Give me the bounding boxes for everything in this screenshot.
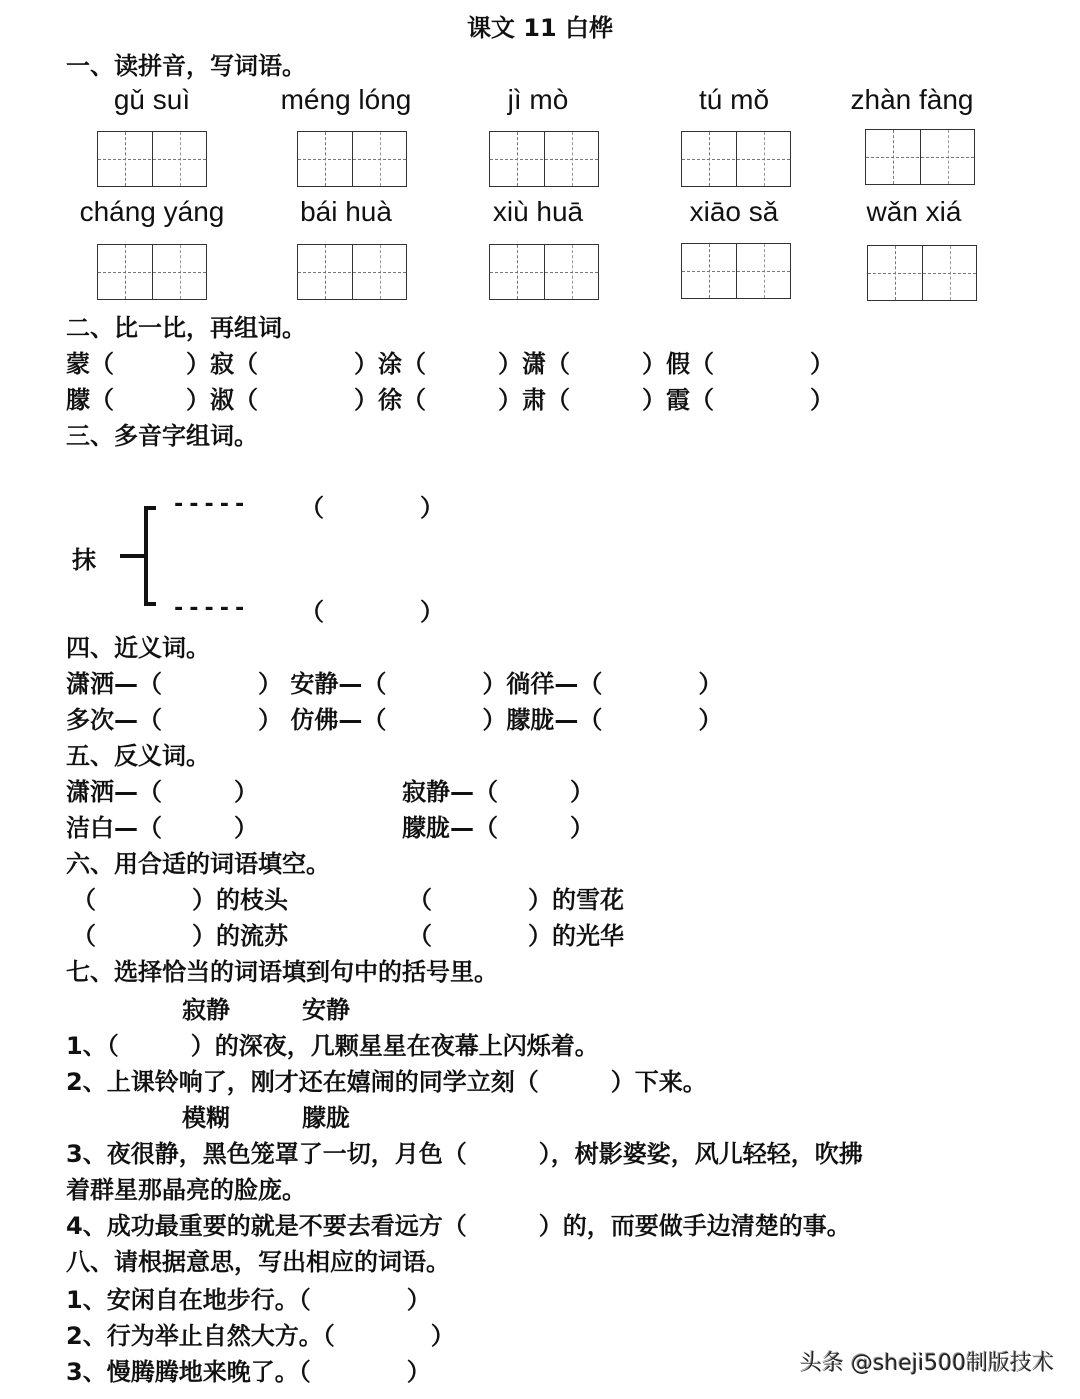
section-4-heading: 四、近义词。	[66, 634, 210, 662]
pinyin-2: méng lóng	[280, 84, 412, 115]
synonym-row-2[interactable]: 多次—（ ） 仿佛—（ ）朦胧—（ ）	[66, 706, 723, 734]
fill-1[interactable]: （ ）的枝头	[72, 886, 288, 914]
writing-grid[interactable]	[489, 131, 599, 187]
writing-grid[interactable]	[681, 131, 791, 187]
writing-grid[interactable]	[297, 244, 407, 300]
antonym-4[interactable]: 朦胧—（ ）	[402, 814, 594, 842]
compare-row-2[interactable]: 朦（ ）淑（ ）徐（ ）肃（ ）霞（ ）	[66, 386, 834, 414]
pinyin-8: xiù huā	[492, 196, 584, 227]
pinyin-3: jì mò	[507, 84, 569, 115]
pinyin-1: gǔ suì	[113, 84, 191, 115]
pinyin-9: xiāo sǎ	[689, 196, 779, 227]
fill-3[interactable]: （ ）的流苏	[72, 922, 288, 950]
polyphone-char: 抹	[72, 546, 96, 574]
writing-grid[interactable]	[297, 131, 407, 187]
word-choices-1: 寂静 安静	[182, 996, 350, 1024]
antonym-2[interactable]: 寂静—（ ）	[402, 778, 594, 806]
pinyin-10: wǎn xiá	[866, 196, 962, 227]
word-choices-2: 模糊 朦胧	[182, 1104, 350, 1132]
sentence-4[interactable]: 4、成功最重要的就是不要去看远方（ ）的，而要做手边清楚的事。	[66, 1212, 851, 1240]
section-7-heading: 七、选择恰当的词语填到句中的括号里。	[66, 958, 498, 986]
meaning-3[interactable]: 3、慢腾腾地来晚了。（ ）	[66, 1358, 431, 1386]
watermark: 头条 @sheji500制版技术	[799, 1351, 1054, 1376]
pinyin-5: zhàn fàng	[850, 84, 974, 115]
compare-row-1[interactable]: 蒙（ ）寂（ ）涂（ ）潇（ ）假（ ）	[66, 350, 834, 378]
writing-grid[interactable]	[681, 243, 791, 299]
bracket-stem	[120, 554, 146, 558]
fill-2[interactable]: （ ）的雪花	[408, 886, 624, 914]
page-title: 课文 11 白桦	[466, 14, 614, 42]
writing-grid[interactable]	[97, 244, 207, 300]
pinyin-blank-bottom[interactable]: -----	[172, 596, 249, 621]
pinyin-7: bái huà	[300, 196, 392, 227]
synonym-row-1[interactable]: 潇洒—（ ） 安静—（ ）徜徉—（ ）	[66, 670, 723, 698]
section-1-heading: 一、读拼音，写词语。	[66, 52, 306, 80]
section-8-heading: 八、请根据意思，写出相应的词语。	[66, 1248, 450, 1276]
writing-grid[interactable]	[867, 245, 977, 301]
fill-4[interactable]: （ ）的光华	[408, 922, 624, 950]
meaning-1[interactable]: 1、安闲自在地步行。（ ）	[66, 1286, 431, 1314]
pinyin-blank-top[interactable]: -----	[172, 492, 249, 517]
writing-grid[interactable]	[97, 131, 207, 187]
sentence-3[interactable]: 3、夜很静，黑色笼罩了一切，月色（ ），树影婆娑，风儿轻轻，吹拂	[66, 1140, 863, 1168]
antonym-1[interactable]: 潇洒—（ ）	[66, 778, 258, 806]
antonym-3[interactable]: 洁白—（ ）	[66, 814, 258, 842]
meaning-2[interactable]: 2、行为举止自然大方。（ ）	[66, 1322, 455, 1350]
writing-grid[interactable]	[489, 244, 599, 300]
section-3-heading: 三、多音字组词。	[66, 422, 258, 450]
pinyin-6: cháng yáng	[79, 196, 225, 227]
sentence-2[interactable]: 2、上课铃响了，刚才还在嬉闹的同学立刻（ ）下来。	[66, 1068, 707, 1096]
pinyin-4: tú mǒ	[698, 84, 770, 115]
word-blank-bottom[interactable]: （ ）	[300, 598, 444, 626]
brace-bracket	[144, 506, 156, 606]
section-5-heading: 五、反义词。	[66, 742, 210, 770]
sentence-1[interactable]: 1、（ ）的深夜，几颗星星在夜幕上闪烁着。	[66, 1032, 599, 1060]
writing-grid[interactable]	[865, 129, 975, 185]
sentence-3-cont: 着群星那晶亮的脸庞。	[66, 1176, 306, 1204]
word-blank-top[interactable]: （ ）	[300, 494, 444, 522]
section-2-heading: 二、比一比，再组词。	[66, 314, 306, 342]
section-6-heading: 六、用合适的词语填空。	[66, 850, 330, 878]
